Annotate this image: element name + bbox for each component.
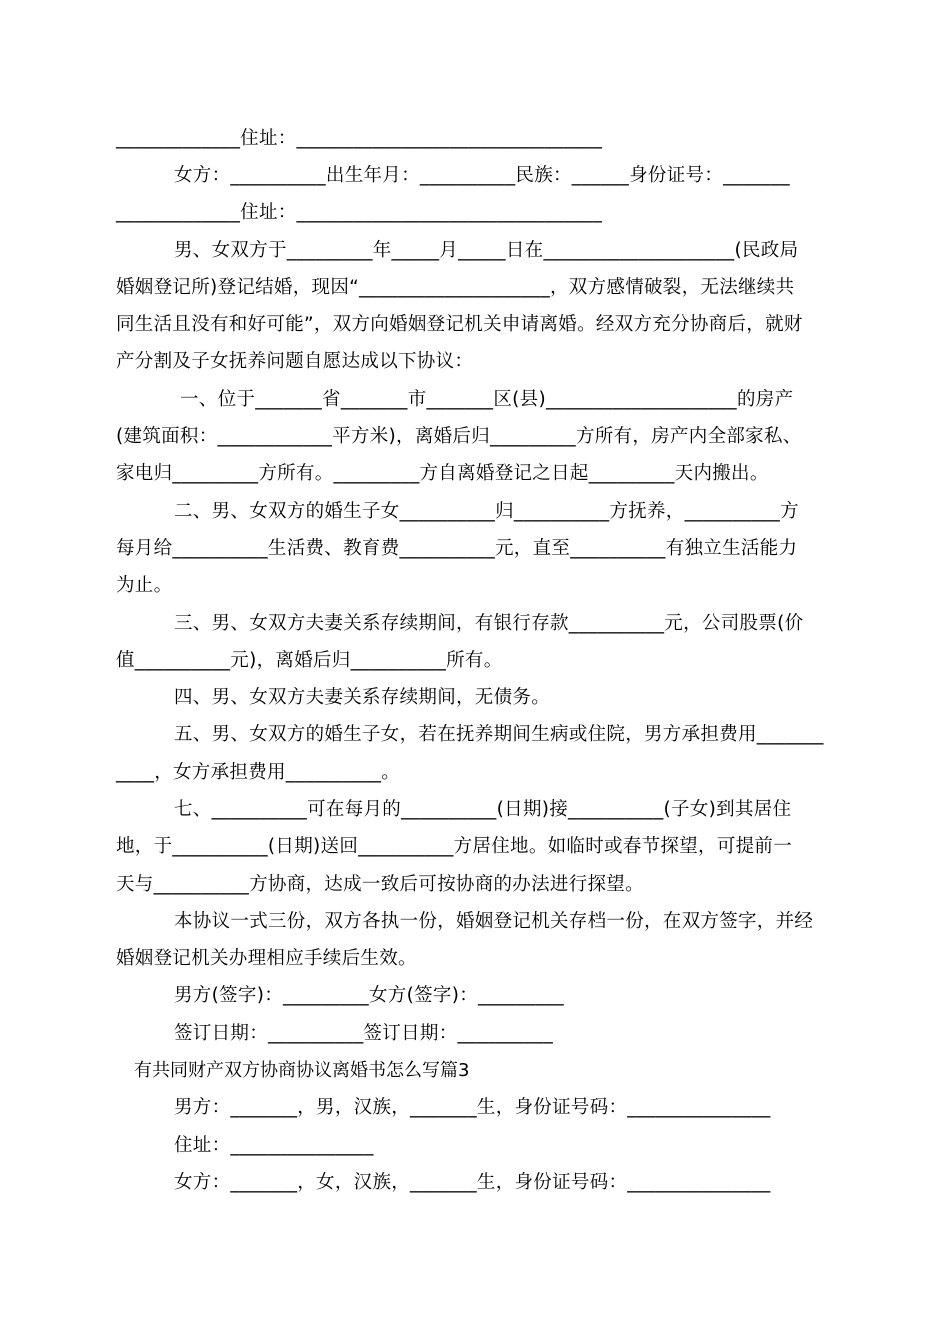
clause-1-line-2: (建筑面积：____________平方米)，离婚后归_________方所有，房产内全部家私、 xyxy=(116,426,802,447)
clause-2-line-3: 为止。 xyxy=(116,575,173,596)
marriage-paragraph-line-4: 产分割及子女抚养问题自愿达成以下协议： xyxy=(116,351,474,372)
closing-paragraph-line-2: 婚姻登记机关办理相应手续后生效。 xyxy=(116,948,417,969)
clause-2-line-2: 每月给__________生活费、教育费__________元，直至__________有独立生活能力 xyxy=(116,538,798,559)
marriage-paragraph-line-3: 同生活且没有和好可能”，双方向婚姻登记机关申请离婚。经双方充分协商后，就财 xyxy=(116,314,803,335)
address-line-male: _____________住址：________________________________ xyxy=(116,128,603,149)
clause-7-line-1: 七、__________可在每月的__________(日期)接__________(子女)到其居住 xyxy=(174,799,792,820)
marriage-paragraph-line-1: 男、女双方于_________年_____月_____日在____________________(民政局 xyxy=(174,240,799,261)
female-info-line: 女方：__________出生年月：__________民族：______身份证号：_______ xyxy=(174,165,790,186)
clause-3-line-1: 三、男、女双方夫妻关系存续期间，有银行存款__________元，公司股票(价 xyxy=(174,613,804,634)
section-heading: 有共同财产双方协商协议离婚书怎么写篇3 xyxy=(134,1060,470,1081)
closing-paragraph-line-1: 本协议一式三份，双方各执一份，婚姻登记机关存档一份，在双方签字，并经 xyxy=(174,911,814,932)
clause-4-line: 四、男、女双方夫妻关系存续期间，无债务。 xyxy=(174,687,551,708)
clause-5-line-1: 五、男、女双方的婚生子女，若在抚养期间生病或住院，男方承担费用_______ xyxy=(174,724,824,745)
sign-date-line: 签订日期：__________签订日期：__________ xyxy=(174,1023,554,1044)
male-address-line: 住址：_______________ xyxy=(174,1135,374,1156)
signature-line: 男方(签字)：_________女方(签字)：_________ xyxy=(174,985,564,1006)
clause-1-line-3: 家电归_________方所有。_________方自离婚登记之日起_________天内搬出。 xyxy=(116,463,769,484)
clause-5-line-2: ____，女方承担费用__________。 xyxy=(116,762,401,783)
clause-7-line-2: 地，于__________(日期)送回__________方居住地。如临时或春节探望，可提前一 xyxy=(116,836,793,857)
clause-2-line-1: 二、男、女双方的婚生子女__________归__________方抚养，__________方 xyxy=(174,501,799,522)
address-line-female: _____________住址：________________________________ xyxy=(116,202,603,223)
clause-1-line-1: 一、位于_______省_______市_______区(县)____________________的房产 xyxy=(180,389,794,410)
clause-7-line-3: 天与__________方协商，达成一致后可按协商的办法进行探望。 xyxy=(116,874,644,895)
female-party-line: 女方：_______，女，汉族，_______生，身份证号码：_______________ xyxy=(174,1172,771,1193)
marriage-paragraph-line-2: 婚姻登记所)登记结婚，现因“____________________，双方感情破裂，无法继续共 xyxy=(116,277,795,298)
male-party-line: 男方：_______，男，汉族，_______生，身份证号码：_______________ xyxy=(174,1097,771,1118)
clause-3-line-2: 值__________元)，离婚后归__________所有。 xyxy=(116,650,503,671)
